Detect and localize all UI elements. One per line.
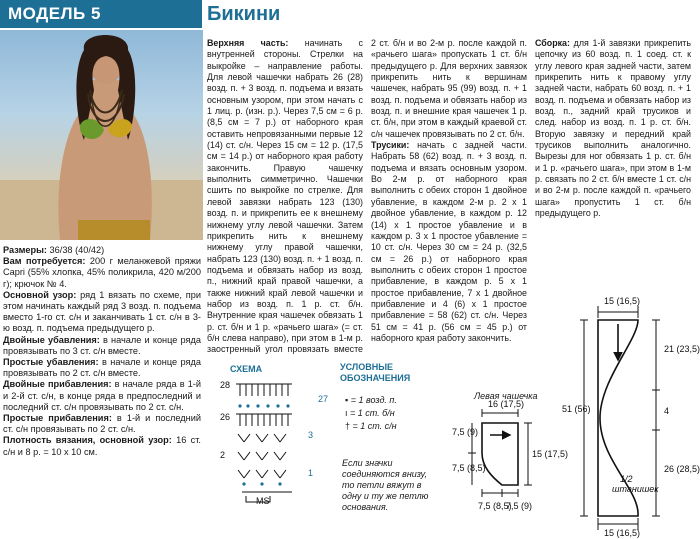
legend-title-line: УСЛОВНЫЕ	[340, 362, 394, 372]
panty-dim-bottom: 15 (16,5)	[604, 528, 641, 538]
schema-diagram	[218, 372, 338, 522]
panty-label: 1/2	[620, 474, 633, 484]
panty-dim-right-mid: 4	[664, 406, 670, 416]
double-dec-label: Двойные убавления:	[3, 334, 100, 345]
sizes-label: Размеры:	[3, 245, 47, 255]
legend-item-sc: ı = 1 ст. б/н	[345, 408, 395, 418]
basic-pattern-label: Основной узор:	[3, 289, 77, 300]
cup-dim-right: 15 (17,5)	[532, 449, 569, 459]
materials-label: Вам потребуется:	[3, 256, 86, 267]
simple-inc-value: в 1-й и последний ст. с/н провязывать по 2 ст. с/н.	[3, 413, 201, 435]
materials-value: 200 г меланжевой пряжи Capri (55% хлопка, 45% поликрила, 420 м/200 г); крючок № 4.	[3, 256, 201, 289]
top-value: начинать с внутренней стороны. Стрелки на выкройке – направление работы. Для левой чашечки набрать 26 (28) возд. п. + 3 возд. п. подъема и вязать основным узором, при этом начать с 1 лиц. р. (изн. р.). Через 7,5 см = 6 р. (8,5 см = 7 р.) от наборного края оставить непровязанными первые 12 (14) ст. с/н. Через 15 см = 12 р. (17,5 см = 14 р.) от наборного края работу закончить. Правую чашечку выполнить симметрично. Чашечки сшить по выкройке по стрелке. Для левой завязки набрать 123 (130) возд. п. и прикрепить ее к внешнему нижнему углу левой чашечки. Затем прикрепить нить к внешнему нижнему углу правой чашечки, набрать 123 (130) возд. п. + 1 возд. п. подъема и обвязать набор из возд. п., нижний край правой чашечки, а также нижний край левой чашечки и набор из возд. п. 1 р. ст. б/н. Внутренние края чашечек обвязать 1 р. ст. б/н и 1 р. «рачьего шага» (= ст. б/н слева направо), при этом в 1-м р. заостренный угол провязать вместе 2 ст. б/н и во 2-м р. после каждой п. «рачьего шага» пропускать 1 ст. б/н предыдущего р. Для верхних завязок прикрепить нить к вершинам чашечек, набрать 95 (99) возд. п. + 1 возд. п. подъема и обвязать набор из возд. п. и внешние края чашечек 1 р. ст. б/н, при этом в каждый краевой ст. с/н чашечек провязывать по 2 ст. б/н.	[207, 38, 527, 355]
bottom-label: Трусики:	[371, 140, 410, 151]
column-1	[3, 245, 201, 458]
schema-row-label: 1	[308, 468, 314, 478]
cup-dim-bottom-right: 7,5 (9)	[506, 501, 533, 511]
panty-dim-top: 15 (16,5)	[604, 296, 641, 306]
simple-dec-label: Простые убавления:	[3, 357, 99, 368]
panty-dim-right-upper: 21 (23,5)	[664, 344, 700, 354]
bottom-value: начать с задней части. Набрать 58 (62) возд. п. + 3 возд. п. подъема и вязать основным узором. Во 2-м р. от наборного края выполнить с обеих сторон 1 двойное убавление, в каждом 2-м р. 2 х 1 двойное убавление, в каждом р. 12 (14) х 1 простое убавление и в каждом р. 3 х 1 простое убавление = 10 ст. с/н. Через 30 см = 24 р. (32,5 см = 26 р.) от наборного края выполнить с обеих сторон 1 простое прибавление, в каждом р. 5 х 1 простое прибавление, 7 х 1 двойное прибавление и 4 (6) х 1 простое прибавление = 58 (62) ст. с/н. Через 51 см = 41 р. (56 см = 45 р.) от наборного края работу закончить.	[371, 140, 527, 343]
legend-item-dc: † = 1 ст. с/н	[345, 421, 397, 431]
legend-title	[340, 362, 410, 384]
sizes-value: 36/38 (40/42)	[47, 245, 105, 255]
schema-row-label: 28	[220, 380, 231, 390]
model-photo	[0, 30, 203, 240]
density-label: Плотность вязания, основной узор:	[3, 435, 172, 446]
legend-note: Если значки соединяются внизу, то петли вяжут в одну и ту же петлю основания.	[342, 458, 429, 512]
double-inc-label: Двойные прибавления:	[3, 379, 112, 390]
panty-dim-right-lower: 26 (28,5)	[664, 464, 700, 474]
top-label: Верхняя часть:	[207, 38, 289, 48]
schema-ms-label: MS	[256, 496, 270, 506]
cup-dim-left-upper: 7,5 (9)	[452, 427, 479, 437]
assembly-value: для 1-й завязки прикрепить цепочку из 60 возд. п. 1 соед. ст. к углу левого края задней части, затем прикрепить нить к правому углу задней части, набрать 60 возд. п. + 1 возд. п. подъема и обвязать набор из возд. п., задний край трусиков и след. набор из возд. п. 1 р. ст. б/н. Вторую завязку и передний край трусиков выполнить аналогично. Вырезы для ног обвязать 1 р. ст. б/н и 1 р. «рачьего шага», при этом в 1-м р. связать по 2 ст. б/н вместе 1 ст. с/н и во 2-м р. после каждой п. «рачьего шага» пропустить 1 ст. б/н предыдущего р.	[535, 38, 691, 219]
panty-diagram	[560, 296, 700, 538]
cup-diagram	[450, 399, 570, 537]
cup-dim-top: 16 (17,5)	[488, 399, 525, 409]
cup-dim-bottom-left: 7,5 (8,5)	[478, 501, 512, 511]
schema-row-label: 26	[220, 412, 231, 422]
page-title: Бикини	[207, 3, 281, 25]
assembly-label: Сборка:	[535, 38, 570, 48]
legend-title-line: ОБОЗНАЧЕНИЯ	[340, 373, 411, 383]
cup-title: Левая чашечка	[474, 391, 538, 401]
legend-items	[345, 394, 397, 433]
schema-title: СХЕМА	[230, 364, 263, 374]
double-inc-value: в начале ряда в 1-й и 2-й ст. с/н, в конце ряда в предпоследний и последний ст. с/н провязывать по 2 ст. с/н.	[3, 379, 201, 412]
schema-row-label: 2	[220, 450, 226, 460]
basic-pattern-value: ряд 1 вязать по схеме, при этом начинать каждый ряд 3 возд. п. подъема вместо 1-го ст. с/н и заканчивать 1 ст. с/н в 3-ю возд. п. подъема предыдущего р.	[3, 289, 202, 334]
simple-dec-value: в начале и конце ряда провязывать по 2 ст. с/н вместе.	[3, 357, 201, 379]
panty-label: штанишек	[612, 484, 659, 494]
model-title: МОДЕЛЬ 5	[8, 4, 101, 23]
density-value: 16 ст. с/н и 8 р. = 10 х 10 см.	[3, 435, 201, 457]
double-dec-value: в начале и конце ряда провязывать по 3 ст. с/н вместе.	[3, 334, 201, 356]
simple-inc-label: Простые прибавления:	[3, 413, 112, 424]
schema-row-label: 3	[308, 430, 314, 440]
panty-dim-height: 51 (56)	[562, 404, 591, 414]
schema-row-label: 27	[318, 394, 329, 404]
legend-item-chain: ▪ = 1 возд. п.	[345, 395, 397, 405]
cup-dim-left-lower: 7,5 (8,5)	[452, 463, 486, 473]
